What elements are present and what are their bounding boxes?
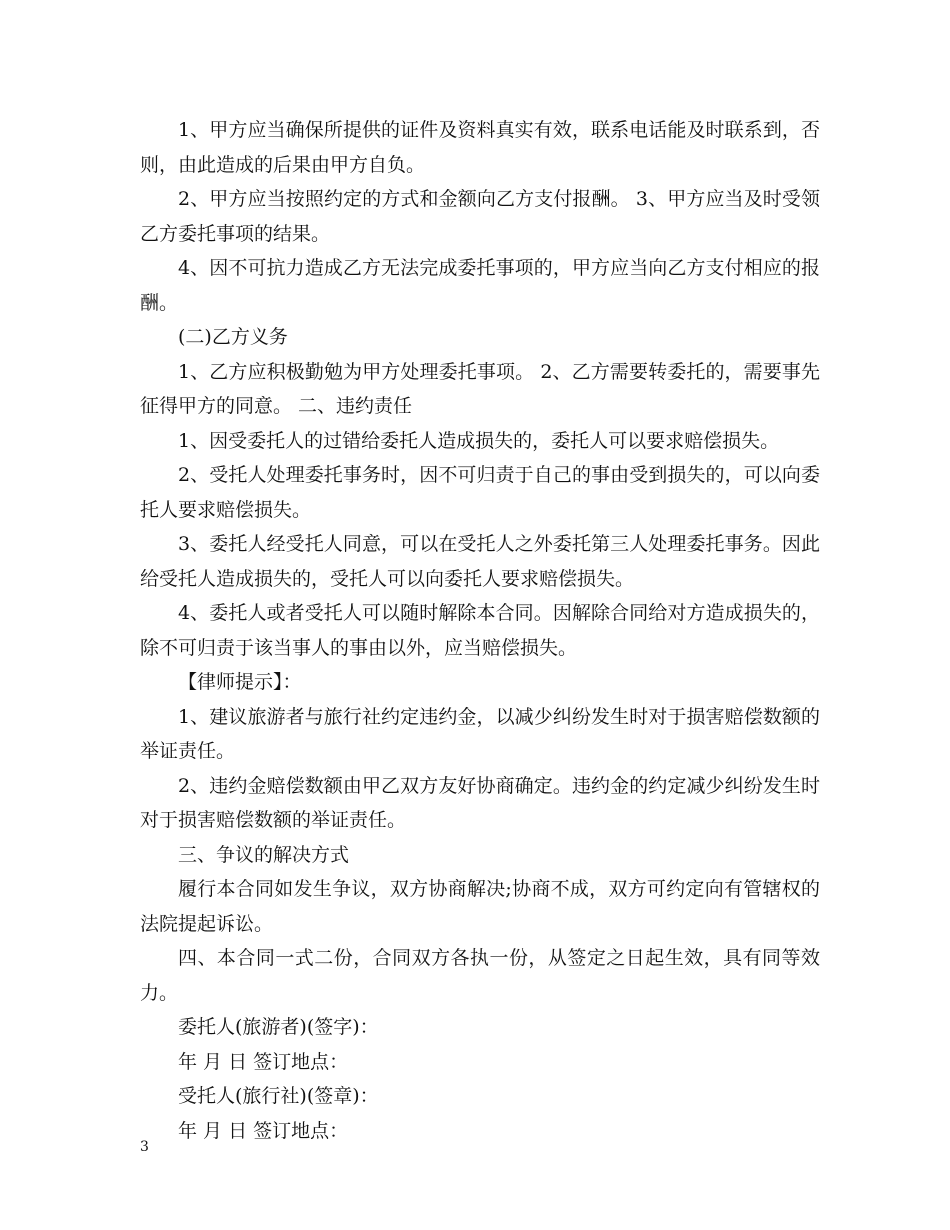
paragraph: 2、甲方应当按照约定的方式和金额向乙方支付报酬。 3、甲方应当及时受领乙方委托事项的结果。 — [140, 188, 820, 245]
date-location-line: 年 月 日 签订地点： — [178, 1119, 349, 1142]
paragraph: 1、甲方应当确保所提供的证件及资料真实有效，联系电话能及时联系到，否则，由此造成的后果由甲方自负。 — [140, 119, 820, 176]
paragraph: 4、因不可抗力造成乙方无法完成委托事项的，甲方应当向乙方支付相应的报酬。 — [140, 257, 820, 314]
signature-line: 受托人(旅行社)(签章)： — [178, 1085, 379, 1107]
signature-line: 委托人(旅游者)(签字)： — [178, 1016, 379, 1038]
paragraph: 3、委托人经受托人同意，可以在受托人之外委托第三人处理委托事务。因此给受托人造成损失的，受托人可以向委托人要求赔偿损失。 — [140, 533, 820, 590]
paragraph: 四、本合同一式二份，合同双方各执一份，从签定之日起生效，具有同等效力。 — [140, 947, 820, 1004]
paragraph: 1、乙方应积极勤勉为甲方处理委托事项。 2、乙方需要转委托的，需要事先征得甲方的同意。 二、违约责任 — [140, 360, 820, 417]
date-location-line: 年 月 日 签订地点： — [178, 1050, 349, 1073]
page-number: 3 — [140, 1139, 149, 1155]
contract-body — [140, 113, 820, 1148]
paragraph: 2、受托人处理委托事务时，因不可归责于自己的事由受到损失的，可以向委托人要求赔偿损失。 — [140, 464, 820, 521]
section-heading: 【律师提示】： — [178, 671, 302, 693]
paragraph: 4、委托人或者受托人可以随时解除本合同。因解除合同给对方造成损失的，除不可归责于该当事人的事由以外，应当赔偿损失。 — [140, 602, 820, 659]
section-heading: (二)乙方义务 — [178, 326, 288, 348]
paragraph: 1、建议旅游者与旅行社约定违约金，以减少纠纷发生时对于损害赔偿数额的举证责任。 — [140, 705, 820, 762]
section-heading: 三、争议的解决方式 — [178, 843, 350, 866]
paragraph: 1、因受委托人的过错给委托人造成损失的，委托人可以要求赔偿损失。 — [178, 429, 780, 452]
paragraph: 2、违约金赔偿数额由甲乙双方友好协商确定。违约金的约定减少纠纷发生时对于损害赔偿数额的举证责任。 — [140, 774, 820, 831]
paragraph: 履行本合同如发生争议，双方协商解决;协商不成，双方可约定向有管辖权的法院提起诉讼。 — [140, 878, 820, 935]
